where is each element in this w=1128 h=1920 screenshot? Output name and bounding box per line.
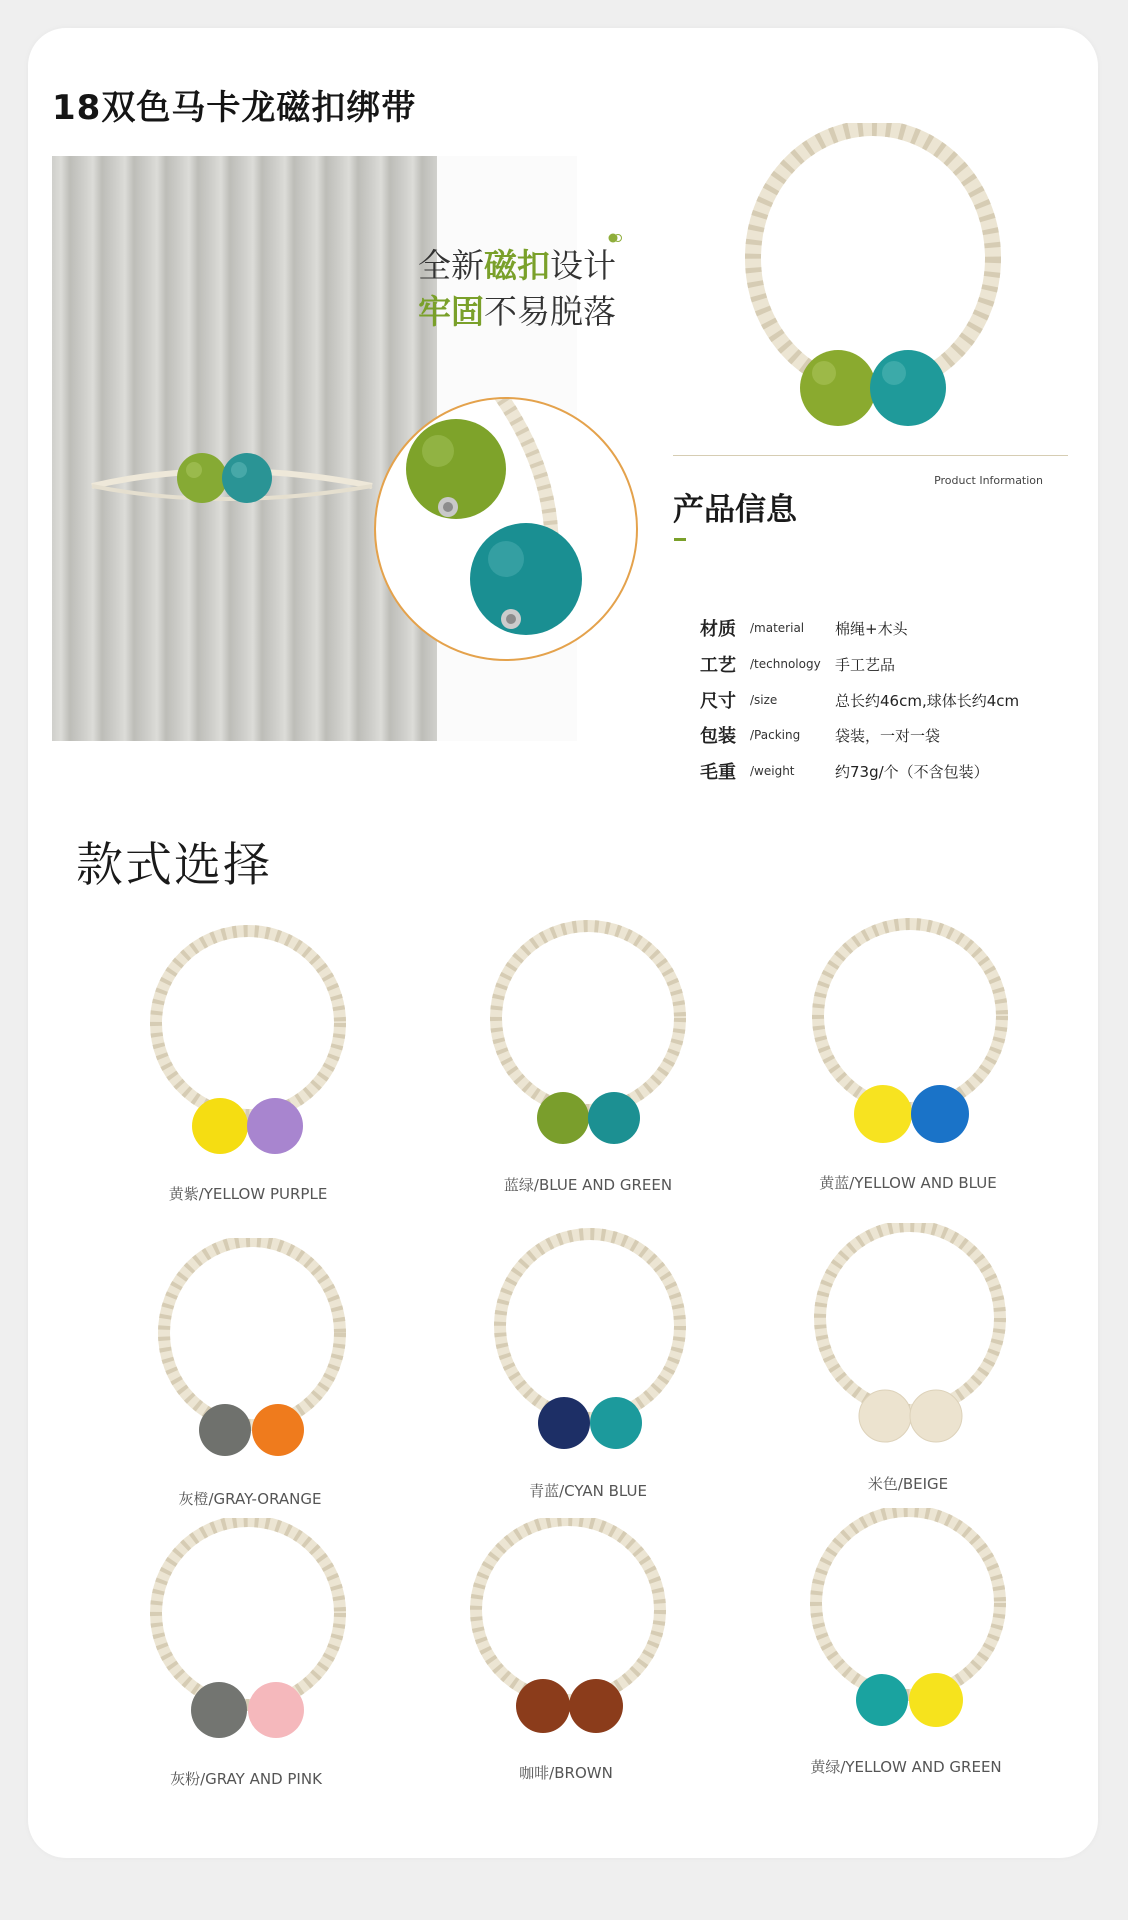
- style-caption: 咖啡/BROWN: [519, 1764, 613, 1782]
- style-option-yellow-purple[interactable]: [128, 918, 368, 1203]
- spec-label: 包装: [700, 726, 736, 747]
- curtain-tieback-illustration: [52, 156, 437, 741]
- magnet-zoom-circle: [374, 397, 638, 661]
- tieback-yellow-blue-image: [788, 916, 1028, 1156]
- style-option-cyan-blue[interactable]: [468, 1228, 708, 1508]
- product-card: [28, 28, 1098, 1858]
- highlight-text: 不易脱落: [484, 292, 616, 331]
- tieback-beige-image: [788, 1223, 1028, 1463]
- style-caption: 青蓝/CYAN BLUE: [529, 1482, 647, 1500]
- style-caption: 黄绿/YELLOW AND GREEN: [810, 1758, 1002, 1776]
- style-option-gray-orange[interactable]: [130, 1238, 370, 1518]
- highlight-dot-icon: [608, 228, 622, 238]
- spec-value: 袋装，一对一袋: [835, 726, 941, 745]
- magnet-highlight: [418, 243, 616, 335]
- tieback-yellow-green-image: [786, 1508, 1026, 1748]
- spec-label-en: /size: [750, 693, 778, 707]
- style-option-brown[interactable]: [446, 1518, 686, 1798]
- info-divider: [673, 455, 1068, 456]
- spec-row-packing: [700, 718, 940, 752]
- style-option-blue-green[interactable]: [468, 918, 708, 1198]
- spec-row-weight: [700, 754, 989, 788]
- highlight-text: 全新: [418, 246, 484, 285]
- tieback-yellow-purple-image: [128, 918, 368, 1158]
- spec-row-material: [700, 611, 908, 645]
- product-info-title: 产品信息: [673, 492, 797, 528]
- product-hero-image: [718, 123, 1028, 443]
- spec-label: 工艺: [700, 655, 736, 676]
- style-caption: 黄蓝/YELLOW AND BLUE: [819, 1174, 997, 1192]
- spec-value: 手工艺品: [835, 655, 896, 674]
- style-option-beige[interactable]: [788, 1223, 1028, 1503]
- spec-row-technology: [700, 647, 895, 681]
- page-title: 18双色马卡龙磁扣绑带: [52, 88, 417, 128]
- highlight-text: 设计: [550, 246, 616, 285]
- spec-value: 约73g/个（不含包装）: [835, 762, 989, 781]
- info-title-underline: [674, 538, 686, 541]
- style-caption: 黄紫/YELLOW PURPLE: [168, 1185, 328, 1203]
- style-caption: 灰橙/GRAY-ORANGE: [178, 1490, 322, 1508]
- highlight-line-1: [418, 243, 616, 289]
- spec-label: 毛重: [700, 762, 736, 783]
- style-caption: 灰粉/GRAY AND PINK: [170, 1770, 322, 1788]
- style-caption: 蓝绿/BLUE AND GREEN: [503, 1176, 673, 1194]
- magnet-balls-illustration: [376, 399, 636, 659]
- spec-value: 棉绳+木头: [835, 619, 908, 638]
- spec-row-size: [700, 683, 1019, 717]
- spec-label: 材质: [700, 619, 736, 640]
- spec-label: 尺寸: [700, 691, 736, 712]
- styles-title: 款式选择: [76, 838, 272, 893]
- tieback-gray-pink-image: [126, 1518, 366, 1758]
- style-option-yellow-blue[interactable]: [788, 916, 1028, 1196]
- highlight-accent: 牢固: [418, 292, 484, 331]
- spec-label-en: /technology: [750, 657, 821, 671]
- tieback-brown-image: [446, 1518, 686, 1758]
- product-info-title-en: Product Information: [934, 474, 1043, 487]
- spec-label-en: /weight: [750, 764, 795, 778]
- style-caption: 米色/BEIGE: [867, 1475, 949, 1493]
- highlight-accent: 磁扣: [484, 246, 550, 285]
- highlight-line-2: [418, 289, 616, 335]
- spec-value: 总长约46cm,球体长约4cm: [835, 691, 1020, 710]
- style-option-gray-pink[interactable]: [126, 1518, 366, 1798]
- tieback-gray-orange-image: [130, 1238, 370, 1478]
- tieback-blue-green-image: [468, 918, 708, 1158]
- tieback-hero-illustration: [718, 123, 1028, 443]
- tieback-cyan-blue-image: [468, 1228, 708, 1468]
- spec-label-en: /material: [750, 621, 805, 635]
- style-option-yellow-green[interactable]: [786, 1508, 1026, 1788]
- spec-label-en: /Packing: [750, 728, 801, 742]
